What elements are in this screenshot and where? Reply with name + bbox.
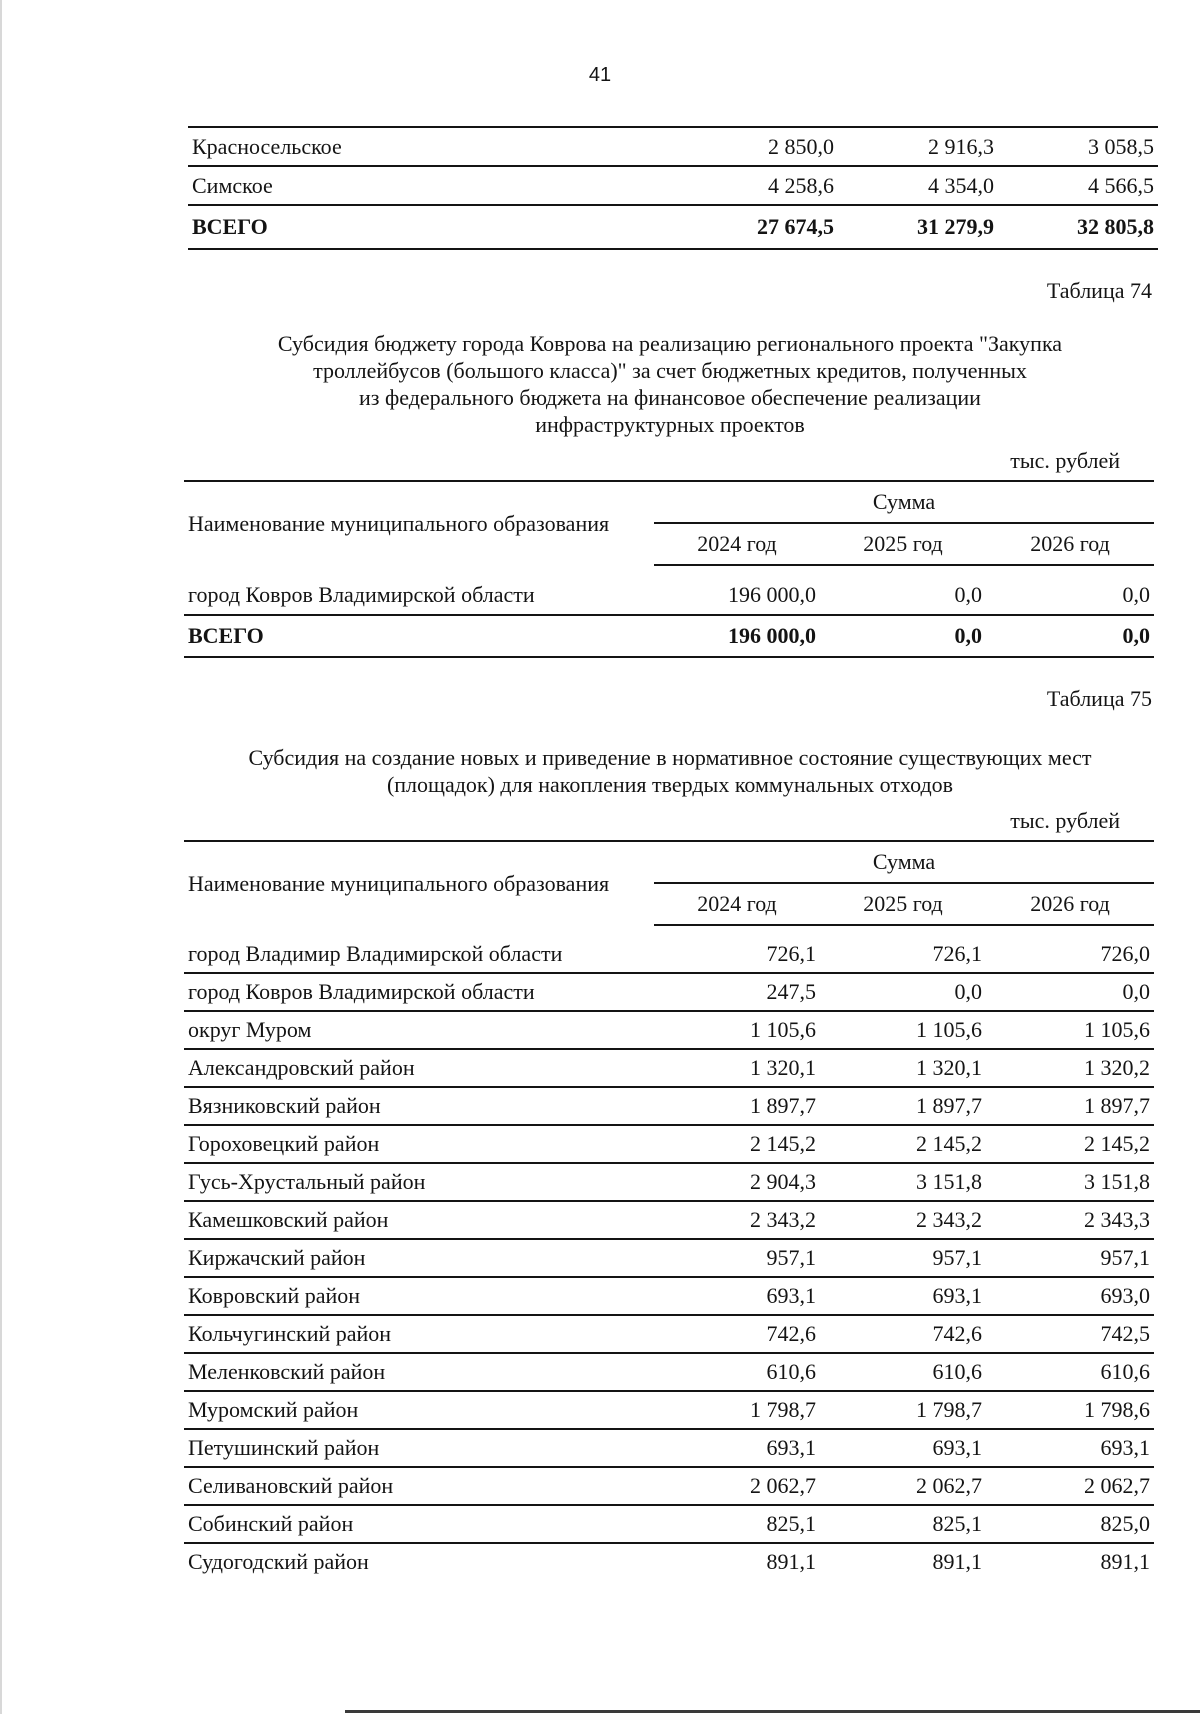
municipality-name-cell: город Ковров Владимирской области [184, 973, 654, 1011]
table-row [184, 1315, 1154, 1353]
value-2025-cell: 0,0 [820, 973, 986, 1011]
table74-header-name: Наименование муниципального образования [184, 481, 654, 565]
value-2024-cell: 726,1 [654, 936, 820, 973]
table-total-row [184, 615, 1154, 657]
value-2025-cell: 1 897,7 [820, 1087, 986, 1125]
value-2025-cell: 1 798,7 [820, 1391, 986, 1429]
value-2026-cell: 693,1 [986, 1429, 1154, 1467]
value-2024-cell: 2 850,0 [678, 127, 838, 166]
value-2024-cell: 2 904,3 [654, 1163, 820, 1201]
value-2025-cell: 742,6 [820, 1315, 986, 1353]
value-2025-cell: 3 151,8 [820, 1163, 986, 1201]
table-row [184, 1087, 1154, 1125]
value-2024-cell: 2 145,2 [654, 1125, 820, 1163]
table75-caption: Таблица 75 [1046, 686, 1152, 711]
table75-header-name: Наименование муниципального образования [184, 841, 654, 925]
value-2024-cell: 742,6 [654, 1315, 820, 1353]
value-2025-cell: 1 320,1 [820, 1049, 986, 1087]
value-2024-cell: 1 105,6 [654, 1011, 820, 1049]
value-2025-cell: 0,0 [820, 576, 986, 615]
table75-body [184, 936, 1154, 1580]
table74-units: тыс. рублей [1010, 448, 1120, 473]
table-row [184, 1353, 1154, 1391]
value-2024-cell: 247,5 [654, 973, 820, 1011]
value-2025-cell: 2 916,3 [838, 127, 998, 166]
value-2025-cell: 726,1 [820, 936, 986, 973]
table-row [184, 1201, 1154, 1239]
value-2026-cell: 3 058,5 [998, 127, 1158, 166]
table-row [184, 1429, 1154, 1467]
municipality-name-cell: ВСЕГО [184, 615, 654, 657]
municipality-name-cell: Селивановский район [184, 1467, 654, 1505]
value-2026-cell: 1 105,6 [986, 1011, 1154, 1049]
table75-header-2026: 2026 год [986, 883, 1154, 925]
value-2024-cell: 27 674,5 [678, 205, 838, 249]
value-2025-cell: 693,1 [820, 1429, 986, 1467]
value-2025-cell: 891,1 [932, 1549, 982, 1574]
table-row [184, 1505, 1154, 1543]
table75-title-line: (площадок) для накопления твердых коммунальных отходов [386, 772, 954, 797]
value-2026-cell: 0,0 [986, 576, 1154, 615]
table-row [184, 576, 1154, 615]
table-row [184, 1543, 1154, 1580]
table75-header [184, 840, 1154, 926]
table74-header-2024: 2024 год [654, 523, 820, 565]
value-2024-cell: 4 258,6 [678, 166, 838, 205]
value-2026-cell: 742,5 [986, 1315, 1154, 1353]
value-2026-cell: 825,0 [986, 1505, 1154, 1543]
table74-title-line: инфраструктурных проектов [535, 412, 805, 437]
municipality-name-cell: Красносельское [188, 127, 678, 166]
municipality-name-cell: Муромский район [184, 1391, 654, 1429]
value-2026-cell: 4 566,5 [998, 166, 1158, 205]
municipality-name-cell: Симское [188, 166, 678, 205]
value-2026-cell: 2 343,3 [986, 1201, 1154, 1239]
scan-bottom-edge [345, 1710, 1200, 1713]
municipality-name-cell: Гусь-Хрустальный район [184, 1163, 654, 1201]
value-2024-cell: 1 897,7 [654, 1087, 820, 1125]
table74-body [184, 576, 1154, 657]
table74-header-sum: Сумма [654, 481, 1154, 523]
value-2026-cell: 3 151,8 [986, 1163, 1154, 1201]
value-2026-cell: 2 145,2 [986, 1125, 1154, 1163]
municipality-name-cell: Кольчугинский район [184, 1315, 654, 1353]
value-2024-cell: 2 062,7 [654, 1467, 820, 1505]
value-2026-cell: 693,0 [986, 1277, 1154, 1315]
municipality-name-cell: Собинский район [184, 1505, 654, 1543]
table-total-row [188, 205, 1158, 249]
table-row [184, 1125, 1154, 1163]
table-row [184, 973, 1154, 1011]
municipality-name-cell: округ Муром [184, 1011, 654, 1049]
table74-header-2026: 2026 год [986, 523, 1154, 565]
value-2025-cell: 957,1 [820, 1239, 986, 1277]
value-2024-cell: 196 000,0 [654, 615, 820, 657]
table75-header-2025: 2025 год [820, 883, 986, 925]
value-2024-cell: 1 798,7 [654, 1391, 820, 1429]
value-2026-cell: 1 320,2 [986, 1049, 1154, 1087]
table-row [184, 1163, 1154, 1201]
municipality-name-cell: ВСЕГО [188, 205, 678, 249]
municipality-name-cell: Камешковский район [184, 1201, 654, 1239]
table-row [184, 1391, 1154, 1429]
scan-edge [0, 0, 2, 1714]
table74-caption: Таблица 74 [1046, 278, 1152, 303]
value-2024-cell: 693,1 [654, 1429, 820, 1467]
value-2024-cell: 957,1 [654, 1239, 820, 1277]
table75-title [190, 744, 1150, 798]
table-prev-body [188, 127, 1158, 249]
municipality-name-cell: Киржачский район [184, 1239, 654, 1277]
table74-title [190, 330, 1150, 438]
value-2024-cell: 196 000,0 [654, 576, 820, 615]
table-row [184, 936, 1154, 973]
municipality-name-cell: город Владимир Владимирской области [184, 936, 654, 973]
table74-header [184, 480, 1154, 566]
value-2026-cell: 1 798,6 [986, 1391, 1154, 1429]
value-2024-cell: 825,1 [654, 1505, 820, 1543]
municipality-name-cell: Меленковский район [184, 1353, 654, 1391]
municipality-name-cell: Судогодский район [188, 1549, 369, 1574]
table-row [184, 1049, 1154, 1087]
value-2024-cell: 1 320,1 [654, 1049, 820, 1087]
table74-title-line: троллейбусов (большого класса)" за счет бюджетных кредитов, полученных [313, 358, 1027, 383]
municipality-name-cell: город Ковров Владимирской области [184, 576, 654, 615]
municipality-name-cell: Ковровский район [184, 1277, 654, 1315]
value-2025-cell: 31 279,9 [838, 205, 998, 249]
table74-header-2025: 2025 год [820, 523, 986, 565]
table-row [184, 1239, 1154, 1277]
value-2025-cell: 2 145,2 [820, 1125, 986, 1163]
value-2025-cell: 2 343,2 [820, 1201, 986, 1239]
table75-units: тыс. рублей [1010, 808, 1120, 833]
value-2026-cell: 726,0 [986, 936, 1154, 973]
table74-data [184, 576, 1154, 658]
value-2025-cell: 610,6 [820, 1353, 986, 1391]
table-row [188, 166, 1158, 205]
value-2025-cell: 0,0 [820, 615, 986, 657]
table-prev [188, 126, 1158, 250]
value-2025-cell: 693,1 [820, 1277, 986, 1315]
value-2024-cell: 891,1 [766, 1549, 816, 1574]
value-2026-cell: 610,6 [986, 1353, 1154, 1391]
value-2024-cell: 693,1 [654, 1277, 820, 1315]
value-2026-cell: 2 062,7 [986, 1467, 1154, 1505]
value-2026-cell: 32 805,8 [998, 205, 1158, 249]
value-2024-cell: 2 343,2 [654, 1201, 820, 1239]
table75-title-line: Субсидия на создание новых и приведение в нормативное состояние существующих мест [248, 745, 1092, 770]
value-2026-cell: 0,0 [986, 615, 1154, 657]
municipality-name-cell: Гороховецкий район [184, 1125, 654, 1163]
value-2026-cell: 891,1 [1100, 1549, 1150, 1574]
municipality-name-cell: Вязниковский район [184, 1087, 654, 1125]
value-2025-cell: 2 062,7 [820, 1467, 986, 1505]
table74-title-line: Субсидия бюджету города Коврова на реализацию регионального проекта "Закупка [277, 331, 1063, 356]
table-row [184, 1467, 1154, 1505]
table74-title-line: из федерального бюджета на финансовое обеспечение реализации [359, 385, 981, 410]
table75-header-2024: 2024 год [654, 883, 820, 925]
table75-header-sum: Сумма [654, 841, 1154, 883]
page-number: 41 [588, 64, 612, 86]
municipality-name-cell: Александровский район [184, 1049, 654, 1087]
value-2026-cell: 957,1 [986, 1239, 1154, 1277]
table-row [184, 1277, 1154, 1315]
value-2025-cell: 4 354,0 [838, 166, 998, 205]
table-row [188, 127, 1158, 166]
value-2024-cell: 610,6 [654, 1353, 820, 1391]
table-row [184, 1011, 1154, 1049]
value-2026-cell: 0,0 [986, 973, 1154, 1011]
municipality-name-cell: Петушинский район [184, 1429, 654, 1467]
table75-data [184, 936, 1154, 1580]
value-2025-cell: 825,1 [820, 1505, 986, 1543]
value-2026-cell: 1 897,7 [986, 1087, 1154, 1125]
value-2025-cell: 1 105,6 [820, 1011, 986, 1049]
